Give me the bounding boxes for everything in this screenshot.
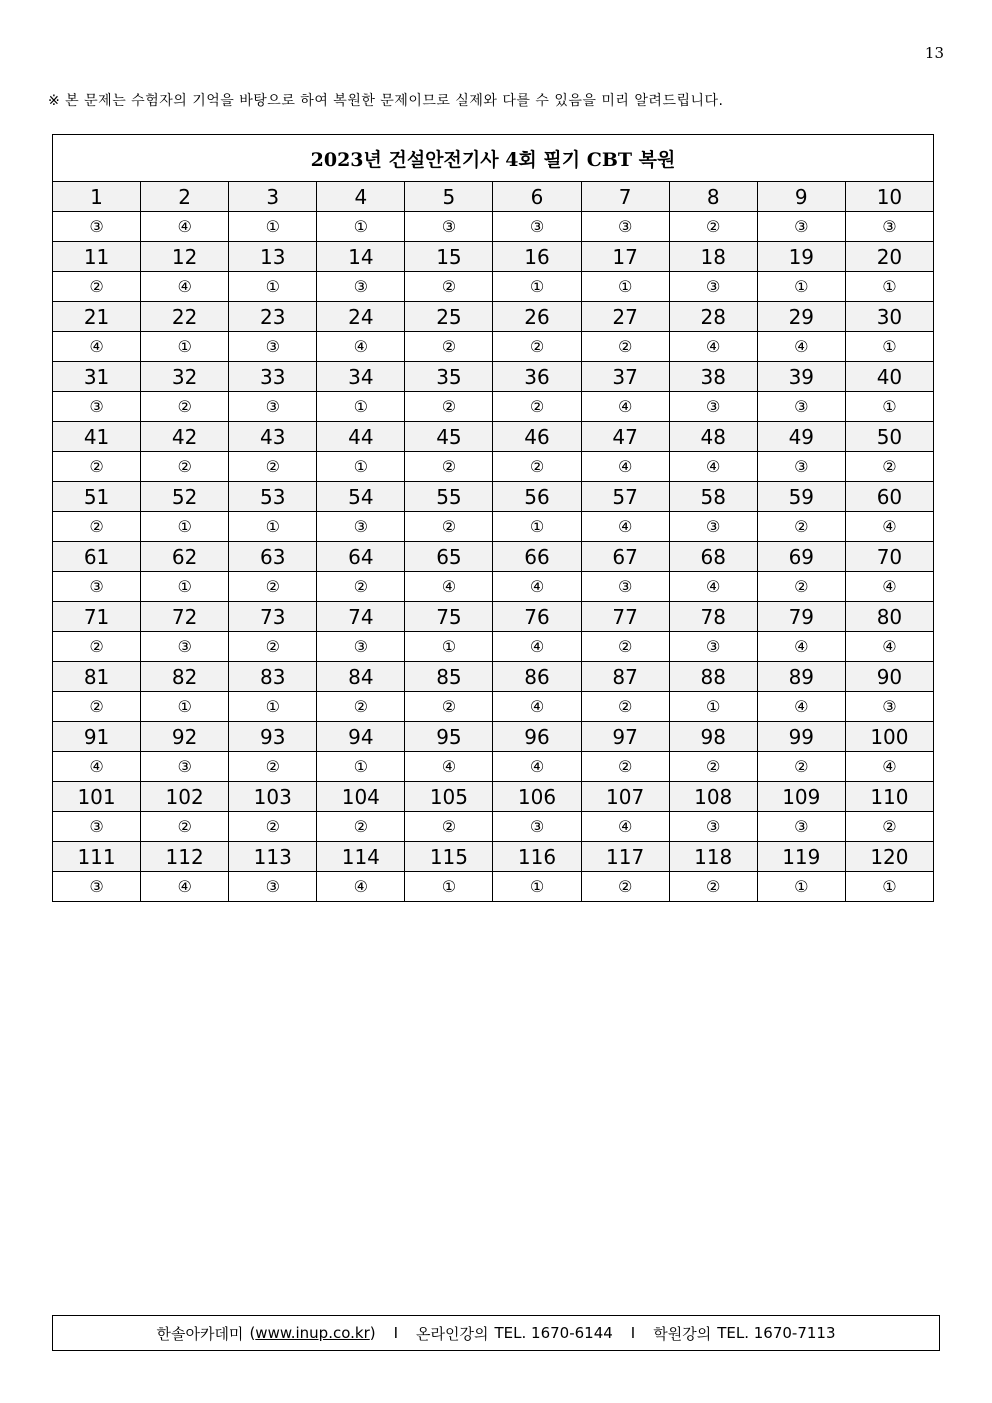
answer-cell: ③ [141, 752, 229, 782]
question-number-cell: 74 [317, 602, 405, 632]
answer-cell: ② [669, 752, 757, 782]
question-number-cell: 14 [317, 242, 405, 272]
question-number-cell: 16 [493, 242, 581, 272]
answer-cell: ④ [405, 752, 493, 782]
answer-cell: ② [581, 872, 669, 902]
question-number-cell: 99 [757, 722, 845, 752]
footer-online-tel: TEL. 1670-6144 [494, 1324, 613, 1342]
answer-cell: ② [141, 392, 229, 422]
answer-cell: ① [317, 452, 405, 482]
answer-cell: ① [229, 212, 317, 242]
answer-cell: ② [581, 632, 669, 662]
question-number-cell: 9 [757, 182, 845, 212]
question-number-cell: 26 [493, 302, 581, 332]
answer-cell: ③ [669, 272, 757, 302]
answer-cell: ① [845, 872, 933, 902]
notice-text: ※ 본 문제는 수험자의 기억을 바탕으로 하여 복원한 문제이므로 실제와 다를 수 있음을 미리 알려드립니다. [48, 93, 724, 109]
answer-cell: ② [669, 872, 757, 902]
question-number-cell: 45 [405, 422, 493, 452]
answer-row [53, 272, 934, 302]
answer-cell: ② [229, 752, 317, 782]
answer-cell: ④ [757, 692, 845, 722]
question-number-cell: 71 [53, 602, 141, 632]
question-number-cell: 2 [141, 182, 229, 212]
answer-cell: ③ [53, 392, 141, 422]
question-number-cell: 116 [493, 842, 581, 872]
answer-cell: ④ [405, 572, 493, 602]
footer-separator-2: I [630, 1324, 636, 1342]
question-number-row [53, 782, 934, 812]
answer-cell: ③ [845, 692, 933, 722]
answer-cell: ② [405, 512, 493, 542]
answer-cell: ④ [581, 452, 669, 482]
answer-cell: ① [669, 692, 757, 722]
question-number-cell: 51 [53, 482, 141, 512]
question-number-row [53, 482, 934, 512]
answer-cell: ② [493, 452, 581, 482]
answer-cell: ④ [493, 632, 581, 662]
question-number-cell: 60 [845, 482, 933, 512]
question-number-cell: 73 [229, 602, 317, 632]
answer-cell: ② [493, 332, 581, 362]
question-number-cell: 104 [317, 782, 405, 812]
question-number-cell: 64 [317, 542, 405, 572]
answer-cell: ① [845, 272, 933, 302]
question-number-cell: 37 [581, 362, 669, 392]
answer-cell: ② [405, 392, 493, 422]
question-number-cell: 95 [405, 722, 493, 752]
question-number-cell: 21 [53, 302, 141, 332]
question-number-cell: 83 [229, 662, 317, 692]
question-number-cell: 106 [493, 782, 581, 812]
answer-cell: ④ [581, 812, 669, 842]
answer-cell: ① [845, 392, 933, 422]
question-number-cell: 29 [757, 302, 845, 332]
answer-cell: ③ [669, 392, 757, 422]
question-number-cell: 112 [141, 842, 229, 872]
question-number-cell: 87 [581, 662, 669, 692]
answer-cell: ③ [757, 392, 845, 422]
answer-cell: ③ [53, 212, 141, 242]
answer-cell: ① [405, 872, 493, 902]
question-number-cell: 92 [141, 722, 229, 752]
question-number-cell: 86 [493, 662, 581, 692]
question-number-row [53, 242, 934, 272]
answer-cell: ④ [757, 632, 845, 662]
answer-cell: ② [53, 692, 141, 722]
answer-cell: ③ [53, 872, 141, 902]
question-number-cell: 19 [757, 242, 845, 272]
answer-cell: ④ [493, 752, 581, 782]
table-title: 2023년 건설안전기사 4회 필기 CBT 복원 [53, 135, 934, 182]
answer-cell: ② [53, 272, 141, 302]
footer-box: 한솔아카데미 (www.inup.co.kr) I 온라인강의 TEL. 1670-6144 I 학원강의 TEL. 1670-7113 [52, 1315, 940, 1351]
question-number-row [53, 662, 934, 692]
answer-cell: ① [141, 692, 229, 722]
answer-row [53, 392, 934, 422]
question-number-cell: 108 [669, 782, 757, 812]
answer-cell: ③ [757, 812, 845, 842]
answer-cell: ② [53, 632, 141, 662]
answer-row [53, 452, 934, 482]
answer-cell: ④ [669, 452, 757, 482]
answer-cell: ② [229, 632, 317, 662]
answer-cell: ② [141, 452, 229, 482]
question-number-cell: 20 [845, 242, 933, 272]
footer-url-link[interactable]: www.inup.co.kr [255, 1324, 370, 1342]
answer-cell: ② [53, 512, 141, 542]
question-number-cell: 44 [317, 422, 405, 452]
question-number-cell: 85 [405, 662, 493, 692]
question-number-cell: 94 [317, 722, 405, 752]
question-number-cell: 46 [493, 422, 581, 452]
answer-cell: ② [53, 452, 141, 482]
answer-cell: ② [581, 752, 669, 782]
answer-cell: ④ [845, 632, 933, 662]
question-number-cell: 49 [757, 422, 845, 452]
answer-cell: ③ [53, 812, 141, 842]
answer-cell: ② [581, 332, 669, 362]
answer-cell: ① [581, 272, 669, 302]
question-number-cell: 41 [53, 422, 141, 452]
answer-cell: ② [669, 212, 757, 242]
question-number-cell: 27 [581, 302, 669, 332]
answer-cell: ① [229, 272, 317, 302]
question-number-cell: 11 [53, 242, 141, 272]
question-number-cell: 28 [669, 302, 757, 332]
answer-cell: ② [317, 812, 405, 842]
question-number-cell: 89 [757, 662, 845, 692]
question-number-row [53, 422, 934, 452]
question-number-cell: 91 [53, 722, 141, 752]
answer-cell: ④ [757, 332, 845, 362]
footer-separator-1: I [393, 1324, 399, 1342]
question-number-cell: 34 [317, 362, 405, 392]
answer-cell: ① [229, 512, 317, 542]
answer-cell: ③ [229, 872, 317, 902]
answer-row [53, 752, 934, 782]
question-number-cell: 66 [493, 542, 581, 572]
answer-cell: ② [581, 692, 669, 722]
question-number-cell: 23 [229, 302, 317, 332]
question-number-cell: 42 [141, 422, 229, 452]
question-number-cell: 53 [229, 482, 317, 512]
answer-cell: ④ [845, 572, 933, 602]
question-number-cell: 36 [493, 362, 581, 392]
question-number-cell: 50 [845, 422, 933, 452]
question-number-cell: 61 [53, 542, 141, 572]
question-number-cell: 90 [845, 662, 933, 692]
answer-row [53, 692, 934, 722]
answer-cell: ② [317, 692, 405, 722]
answer-cell: ② [845, 452, 933, 482]
question-number-cell: 3 [229, 182, 317, 212]
answer-cell: ④ [581, 392, 669, 422]
question-number-cell: 35 [405, 362, 493, 392]
question-number-cell: 4 [317, 182, 405, 212]
answer-cell: ③ [757, 212, 845, 242]
answer-cell: ② [317, 572, 405, 602]
answer-cell: ① [317, 752, 405, 782]
question-number-cell: 13 [229, 242, 317, 272]
question-number-cell: 32 [141, 362, 229, 392]
answer-cell: ② [405, 332, 493, 362]
question-number-cell: 31 [53, 362, 141, 392]
question-number-cell: 10 [845, 182, 933, 212]
question-number-cell: 67 [581, 542, 669, 572]
question-number-cell: 102 [141, 782, 229, 812]
answer-cell: ② [405, 452, 493, 482]
question-number-cell: 18 [669, 242, 757, 272]
answer-cell: ③ [317, 272, 405, 302]
answer-cell: ④ [141, 272, 229, 302]
question-number-cell: 81 [53, 662, 141, 692]
question-number-cell: 107 [581, 782, 669, 812]
answer-cell: ④ [581, 512, 669, 542]
answer-cell: ③ [317, 512, 405, 542]
question-number-row [53, 602, 934, 632]
question-number-cell: 68 [669, 542, 757, 572]
page-number: 13 [924, 44, 944, 62]
answer-cell: ① [405, 632, 493, 662]
question-number-cell: 39 [757, 362, 845, 392]
answer-cell: ③ [669, 512, 757, 542]
question-number-cell: 57 [581, 482, 669, 512]
answer-row [53, 212, 934, 242]
answer-row [53, 872, 934, 902]
answer-cell: ④ [493, 692, 581, 722]
answer-cell: ② [405, 812, 493, 842]
answer-cell: ② [757, 572, 845, 602]
answer-cell: ④ [845, 512, 933, 542]
question-number-cell: 76 [493, 602, 581, 632]
answer-cell: ③ [317, 632, 405, 662]
answer-cell: ① [493, 872, 581, 902]
answer-cell: ④ [53, 332, 141, 362]
question-number-cell: 114 [317, 842, 405, 872]
question-number-cell: 24 [317, 302, 405, 332]
footer-offline-tel: TEL. 1670-7113 [717, 1324, 836, 1342]
question-number-cell: 82 [141, 662, 229, 692]
question-number-cell: 58 [669, 482, 757, 512]
question-number-cell: 120 [845, 842, 933, 872]
question-number-cell: 17 [581, 242, 669, 272]
answer-cell: ① [141, 512, 229, 542]
question-number-cell: 48 [669, 422, 757, 452]
question-number-cell: 15 [405, 242, 493, 272]
question-number-cell: 8 [669, 182, 757, 212]
question-number-cell: 69 [757, 542, 845, 572]
answer-cell: ② [757, 512, 845, 542]
question-number-cell: 80 [845, 602, 933, 632]
answer-cell: ③ [581, 212, 669, 242]
question-number-cell: 75 [405, 602, 493, 632]
answer-cell: ④ [317, 332, 405, 362]
answer-cell: ① [493, 512, 581, 542]
question-number-cell: 105 [405, 782, 493, 812]
question-number-cell: 110 [845, 782, 933, 812]
answer-row [53, 812, 934, 842]
question-number-cell: 40 [845, 362, 933, 392]
footer-academy: 한솔아카데미 [156, 1324, 244, 1343]
answer-cell: ② [405, 692, 493, 722]
question-number-row [53, 842, 934, 872]
answer-cell: ④ [493, 572, 581, 602]
answer-key-table [52, 134, 934, 902]
answer-cell: ② [405, 272, 493, 302]
answer-cell: ④ [669, 572, 757, 602]
answer-cell: ③ [581, 572, 669, 602]
answer-cell: ④ [845, 752, 933, 782]
answer-cell: ③ [493, 212, 581, 242]
question-number-cell: 117 [581, 842, 669, 872]
question-number-cell: 52 [141, 482, 229, 512]
question-number-cell: 38 [669, 362, 757, 392]
question-number-cell: 72 [141, 602, 229, 632]
answer-row [53, 512, 934, 542]
answer-cell: ③ [229, 332, 317, 362]
question-number-cell: 98 [669, 722, 757, 752]
answer-cell: ② [229, 812, 317, 842]
question-number-cell: 101 [53, 782, 141, 812]
question-number-cell: 22 [141, 302, 229, 332]
question-number-cell: 119 [757, 842, 845, 872]
answer-cell: ③ [669, 632, 757, 662]
answer-cell: ④ [53, 752, 141, 782]
answer-cell: ① [229, 692, 317, 722]
question-number-cell: 43 [229, 422, 317, 452]
question-number-cell: 70 [845, 542, 933, 572]
answer-cell: ① [493, 272, 581, 302]
question-number-row [53, 362, 934, 392]
answer-cell: ④ [669, 332, 757, 362]
footer-offline-label: 학원강의 [653, 1324, 712, 1343]
answer-cell: ① [141, 572, 229, 602]
question-number-row [53, 182, 934, 212]
answer-cell: ① [845, 332, 933, 362]
question-number-cell: 5 [405, 182, 493, 212]
answer-cell: ② [845, 812, 933, 842]
answer-cell: ② [229, 452, 317, 482]
answer-cell: ③ [757, 452, 845, 482]
question-number-row [53, 302, 934, 332]
question-number-cell: 7 [581, 182, 669, 212]
question-number-cell: 88 [669, 662, 757, 692]
question-number-cell: 6 [493, 182, 581, 212]
answer-cell: ③ [53, 572, 141, 602]
question-number-cell: 109 [757, 782, 845, 812]
question-number-row [53, 722, 934, 752]
answer-row [53, 572, 934, 602]
question-number-cell: 100 [845, 722, 933, 752]
question-number-cell: 96 [493, 722, 581, 752]
question-number-cell: 47 [581, 422, 669, 452]
answer-cell: ② [493, 392, 581, 422]
footer-online-label: 온라인강의 [416, 1324, 489, 1343]
question-number-cell: 54 [317, 482, 405, 512]
answer-cell: ① [757, 872, 845, 902]
question-number-cell: 56 [493, 482, 581, 512]
question-number-cell: 77 [581, 602, 669, 632]
answer-cell: ① [317, 392, 405, 422]
question-number-cell: 103 [229, 782, 317, 812]
answer-cell: ③ [845, 212, 933, 242]
answer-cell: ③ [493, 812, 581, 842]
question-number-cell: 113 [229, 842, 317, 872]
answer-cell: ④ [141, 872, 229, 902]
question-number-cell: 30 [845, 302, 933, 332]
question-number-cell: 111 [53, 842, 141, 872]
answer-cell: ① [757, 272, 845, 302]
answer-row [53, 632, 934, 662]
answer-row [53, 332, 934, 362]
question-number-cell: 12 [141, 242, 229, 272]
question-number-cell: 97 [581, 722, 669, 752]
answer-cell: ② [757, 752, 845, 782]
question-number-cell: 59 [757, 482, 845, 512]
question-number-cell: 115 [405, 842, 493, 872]
answer-cell: ① [141, 332, 229, 362]
answer-cell: ④ [141, 212, 229, 242]
question-number-row [53, 542, 934, 572]
question-number-cell: 84 [317, 662, 405, 692]
question-number-cell: 78 [669, 602, 757, 632]
question-number-cell: 1 [53, 182, 141, 212]
question-number-cell: 118 [669, 842, 757, 872]
question-number-cell: 55 [405, 482, 493, 512]
answer-cell: ③ [229, 392, 317, 422]
question-number-cell: 79 [757, 602, 845, 632]
question-number-cell: 65 [405, 542, 493, 572]
answer-cell: ③ [141, 632, 229, 662]
question-number-cell: 25 [405, 302, 493, 332]
answer-cell: ① [317, 212, 405, 242]
answer-cell: ③ [405, 212, 493, 242]
question-number-cell: 62 [141, 542, 229, 572]
question-number-cell: 93 [229, 722, 317, 752]
answer-cell: ③ [669, 812, 757, 842]
answer-cell: ④ [317, 872, 405, 902]
answer-cell: ② [141, 812, 229, 842]
question-number-cell: 33 [229, 362, 317, 392]
question-number-cell: 63 [229, 542, 317, 572]
answer-cell: ② [229, 572, 317, 602]
